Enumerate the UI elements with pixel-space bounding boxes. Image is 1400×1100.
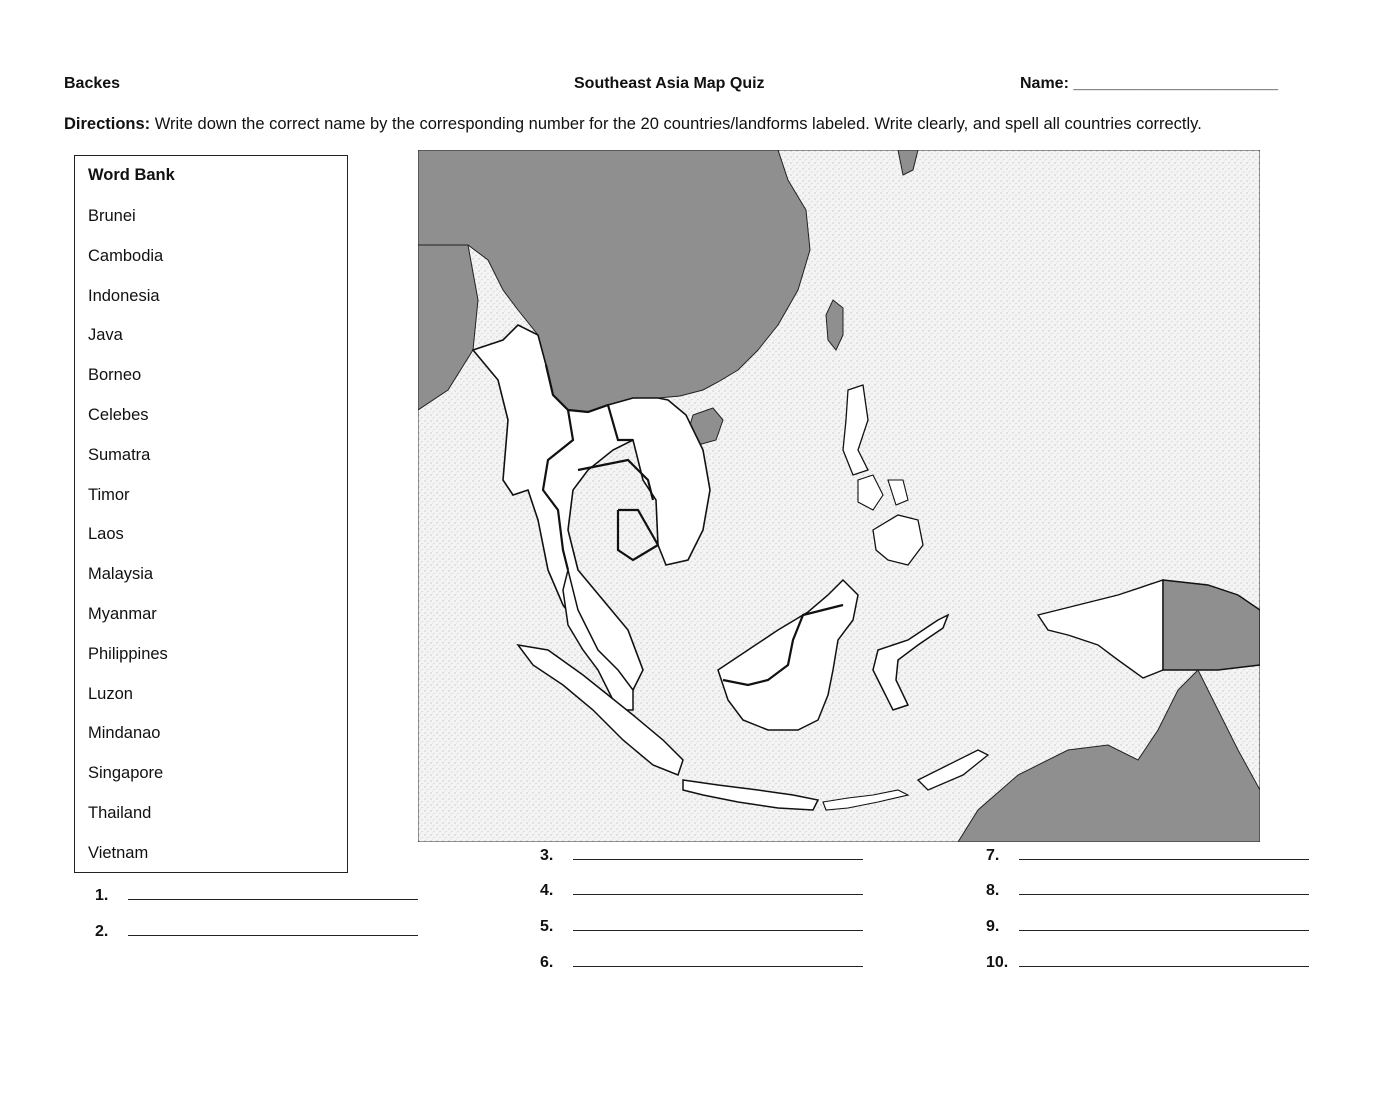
answer-line[interactable] <box>540 880 863 900</box>
word-bank-item: Philippines <box>88 644 168 663</box>
page-title: Southeast Asia Map Quiz <box>574 75 765 92</box>
word-bank-item: Sumatra <box>88 445 151 464</box>
answer-blank[interactable] <box>573 845 863 860</box>
teacher-name: Backes <box>64 75 121 92</box>
answer-line[interactable] <box>540 916 863 936</box>
word-bank-item: Brunei <box>88 207 136 225</box>
answer-number: 1. <box>95 887 109 904</box>
word-bank-item: Singapore <box>88 764 164 783</box>
answer-line[interactable] <box>986 952 1309 972</box>
answer-number: 7. <box>986 847 1000 864</box>
answer-number: 6. <box>540 954 554 971</box>
directions <box>64 115 1202 134</box>
answer-number: 5. <box>540 918 554 935</box>
answer-line[interactable] <box>540 845 863 865</box>
name-field[interactable]: Name: _______________________ <box>1020 75 1279 92</box>
word-bank <box>74 155 348 873</box>
word-bank-item: Luzon <box>88 684 133 703</box>
answer-blank[interactable] <box>128 921 418 936</box>
word-bank-item: Myanmar <box>88 604 157 623</box>
directions-text: Write down the correct name by the corresponding number for the 20 countries/landforms labeled. Write clearly, and spell all countries correctly. <box>150 115 1202 133</box>
word-bank-item: Cambodia <box>88 246 164 265</box>
answer-number: 3. <box>540 847 554 864</box>
answer-line[interactable] <box>986 880 1309 900</box>
word-bank-title: Word Bank <box>88 166 175 184</box>
answer-blank[interactable] <box>573 952 863 967</box>
answer-blank[interactable] <box>1019 916 1309 931</box>
answer-blank[interactable] <box>1019 952 1309 967</box>
word-bank-item: Borneo <box>88 366 142 385</box>
answer-line[interactable] <box>95 885 418 905</box>
answer-blank[interactable] <box>1019 845 1309 860</box>
answer-line[interactable] <box>986 845 1309 865</box>
answer-line[interactable] <box>986 916 1309 936</box>
answer-blank[interactable] <box>1019 880 1309 895</box>
answer-line[interactable] <box>95 921 418 941</box>
word-bank-item: Laos <box>88 525 124 544</box>
answer-blank[interactable] <box>128 885 418 900</box>
word-bank-item: Thailand <box>88 803 152 822</box>
answer-line[interactable] <box>540 952 863 972</box>
answer-number: 4. <box>540 882 554 899</box>
word-bank-item: Vietnam <box>88 843 149 862</box>
southeast-asia-map <box>418 150 1260 842</box>
word-bank-item: Celebes <box>88 405 149 424</box>
word-bank-item: Timor <box>88 485 130 504</box>
word-bank-list <box>88 206 168 883</box>
answer-number: 10. <box>986 954 1009 971</box>
answer-blank[interactable] <box>573 880 863 895</box>
answer-number: 8. <box>986 882 1000 899</box>
answer-number: 2. <box>95 923 109 940</box>
word-bank-item: Malaysia <box>88 565 154 584</box>
directions-label: Directions: <box>64 115 151 133</box>
word-bank-item: Java <box>88 326 123 345</box>
answer-number: 9. <box>986 918 1000 935</box>
answer-blank[interactable] <box>573 916 863 931</box>
word-bank-item: Mindanao <box>88 724 161 743</box>
word-bank-item: Indonesia <box>88 286 160 305</box>
